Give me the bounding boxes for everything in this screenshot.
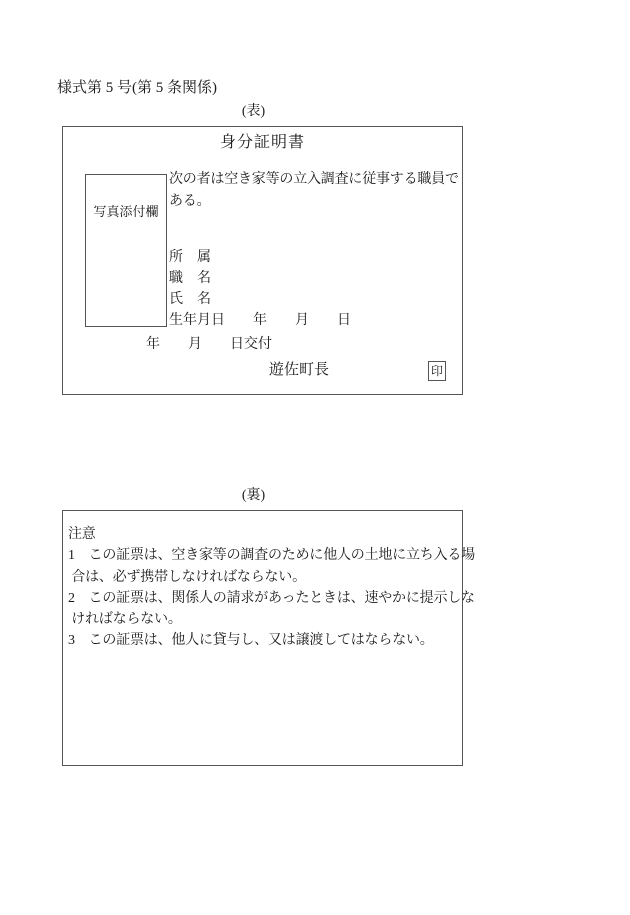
form-number-label: 様式第 5 号(第 5 条関係) bbox=[57, 80, 217, 96]
note-line-2: 2 この証票は、関係人の請求があったときは、速やかに提示しな bbox=[68, 590, 475, 606]
back-side-label: (裏) bbox=[241, 488, 266, 503]
notes-block bbox=[68, 524, 475, 652]
issue-date-line: 年 月 日交付 bbox=[146, 337, 272, 352]
note-line-1: 1 この証票は、空き家等の調査のために他人の土地に立ち入る場 bbox=[68, 548, 475, 564]
statement-line-1: 次の者は空き家等の立入調査に従事する職員で bbox=[169, 172, 459, 187]
seal-box bbox=[428, 361, 446, 381]
seal-character: 印 bbox=[430, 364, 443, 378]
photo-attachment-box bbox=[85, 174, 167, 327]
statement-text bbox=[169, 169, 461, 212]
personal-fields bbox=[169, 247, 351, 331]
id-card-back bbox=[62, 510, 475, 766]
note-line-3: 3 この証票は、他人に貸与し、又は譲渡してはならない。 bbox=[68, 633, 434, 649]
field-birthdate: 生年月日 年 月 日 bbox=[169, 313, 351, 328]
card-title: 身分証明書 bbox=[219, 134, 305, 151]
issuer-title: 遊佐町長 bbox=[269, 362, 330, 378]
photo-attachment-label: 写真添付欄 bbox=[93, 204, 159, 219]
note-line-2-continuation: ければならない。 bbox=[68, 612, 182, 628]
field-position: 職 名 bbox=[169, 271, 211, 286]
id-card-front bbox=[62, 126, 463, 395]
note-line-1-continuation: 合は、必ず携帯しなければならない。 bbox=[68, 569, 306, 585]
field-affiliation: 所 属 bbox=[169, 250, 211, 265]
notes-title: 注意 bbox=[68, 527, 96, 542]
field-name: 氏 名 bbox=[169, 292, 211, 307]
statement-line-2: ある。 bbox=[169, 193, 211, 209]
front-side-label: (表) bbox=[241, 104, 266, 119]
